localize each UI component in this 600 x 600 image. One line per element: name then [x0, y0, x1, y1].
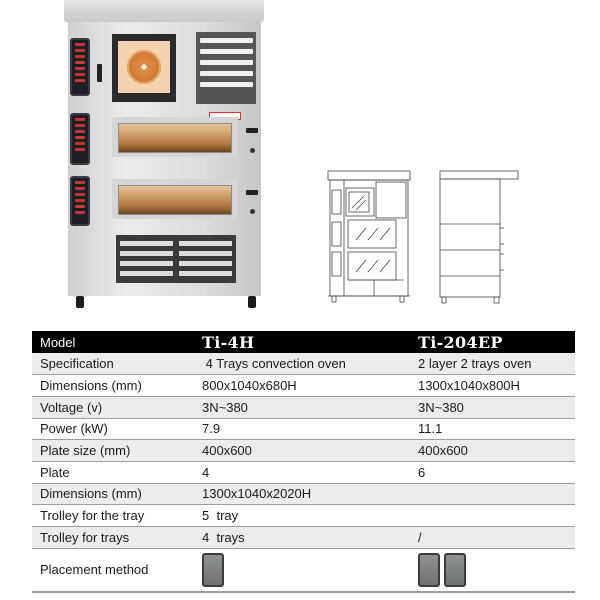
tray-rack	[196, 32, 256, 104]
side-view-drawing	[436, 168, 520, 308]
control-panel-middle	[70, 113, 90, 165]
convection-oven-window	[112, 34, 176, 102]
wheel-right	[248, 296, 256, 308]
spec-table	[32, 331, 575, 593]
deck-oven-lower	[112, 179, 238, 219]
deck-handle-upper	[246, 128, 258, 133]
wheel-left	[76, 296, 84, 308]
bottom-tray-storage	[116, 235, 236, 283]
deck-oven-upper	[112, 117, 238, 157]
control-panel-bottom	[70, 176, 90, 226]
tray-placement-icon	[202, 553, 224, 587]
table-row	[32, 418, 575, 440]
knob-lower	[250, 209, 255, 214]
cell-ti-204ep-placement	[410, 548, 575, 592]
front-view-drawing	[326, 168, 414, 308]
cell-ti-4h: 4	[194, 461, 410, 483]
cell-ti-204ep: 1300x1040x800H	[410, 375, 575, 397]
cell-ti-204ep: /	[410, 527, 575, 549]
table-row	[32, 527, 575, 549]
fan-icon	[127, 50, 161, 84]
tray-placement-icon	[418, 553, 440, 587]
row-label: Voltage (v)	[32, 396, 194, 418]
header-label: Model	[32, 331, 194, 353]
model-ti-4h: Ti-4H	[194, 331, 410, 353]
cell-ti-204ep: 6	[410, 461, 575, 483]
row-label: Dimensions (mm)	[32, 375, 194, 397]
row-label: Dimensions (mm)	[32, 483, 194, 505]
row-label: Plate size (mm)	[32, 440, 194, 462]
cell-ti-4h: 5 tray	[194, 505, 410, 527]
cell-ti-4h-placement	[194, 548, 410, 592]
cell-ti-4h: 3N~380	[194, 396, 410, 418]
model-ti-204ep: Ti-204EP	[410, 331, 575, 353]
table-row	[32, 396, 575, 418]
cell-ti-4h: 7.9	[194, 418, 410, 440]
cell-ti-204ep: 3N~380	[410, 396, 575, 418]
control-panel-top	[70, 38, 90, 96]
cell-ti-4h: 400x600	[194, 440, 410, 462]
cell-ti-204ep	[410, 505, 575, 527]
knob-upper	[250, 148, 255, 153]
deck-handle-lower	[246, 190, 258, 195]
oven-photo	[64, 0, 264, 310]
row-label: Placement method	[32, 548, 194, 592]
cell-ti-4h: 4 Trays convection oven	[194, 353, 410, 375]
row-label: Trolley for the tray	[32, 505, 194, 527]
table-row-placement	[32, 548, 575, 592]
table-row	[32, 353, 575, 375]
cell-ti-4h: 1300x1040x2020H	[194, 483, 410, 505]
row-label: Power (kW)	[32, 418, 194, 440]
oven-hood	[64, 0, 264, 22]
row-label: Specification	[32, 353, 194, 375]
row-label: Trolley for trays	[32, 527, 194, 549]
table-header-row	[32, 331, 575, 353]
cell-ti-204ep: 400x600	[410, 440, 575, 462]
table-row	[32, 505, 575, 527]
cell-ti-204ep	[410, 483, 575, 505]
cell-ti-4h: 4 trays	[194, 527, 410, 549]
cell-ti-204ep: 11.1	[410, 418, 575, 440]
table-row	[32, 461, 575, 483]
convection-door-handle	[97, 64, 102, 82]
table-row	[32, 440, 575, 462]
row-label: Plate	[32, 461, 194, 483]
tray-placement-icon	[444, 553, 466, 587]
table-row	[32, 483, 575, 505]
table-row	[32, 375, 575, 397]
cell-ti-4h: 800x1040x680H	[194, 375, 410, 397]
cell-ti-204ep: 2 layer 2 trays oven	[410, 353, 575, 375]
